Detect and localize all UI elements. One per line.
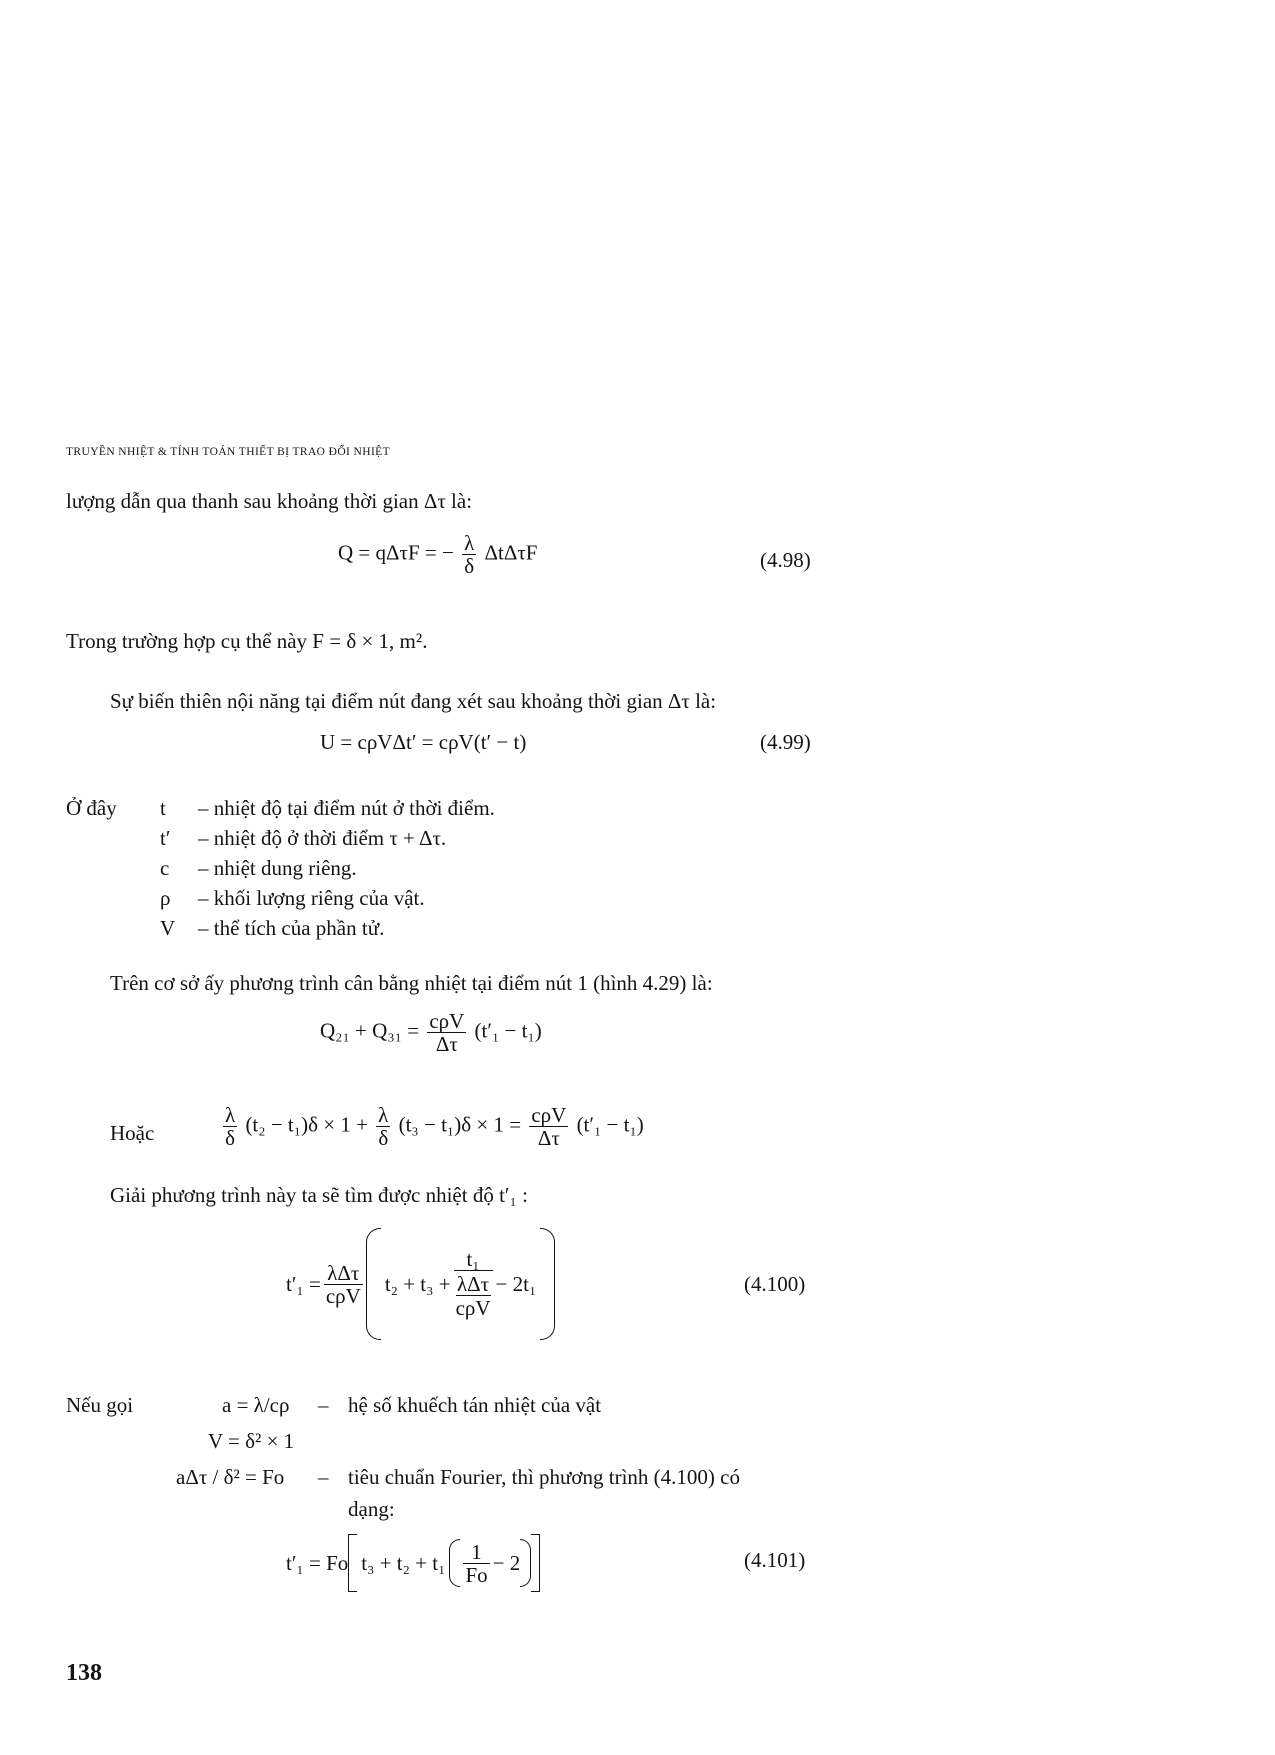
- right-paren: [520, 1539, 531, 1587]
- definition-description: tiêu chuẩn Fourier, thì phương trình (4.100) có: [348, 1465, 740, 1489]
- numerator: λ: [464, 531, 475, 555]
- definition-expression: V = δ² × 1: [208, 1429, 295, 1453]
- right-bracket: [531, 1534, 540, 1592]
- equation-4-101: [286, 1534, 540, 1592]
- eq-lhs: t′₁ = Fo: [286, 1550, 349, 1575]
- definition-symbol: V: [160, 916, 176, 940]
- equation-4-100: [286, 1228, 555, 1340]
- inner-denominator: cρV: [455, 1296, 491, 1320]
- equation-4-98: [338, 532, 537, 577]
- denominator: cρV: [325, 1283, 361, 1308]
- right-paren: [540, 1228, 555, 1340]
- fraction: [324, 1262, 363, 1307]
- eq-inner: t₂ + t₃ +: [384, 1271, 451, 1296]
- eq-lhs: t′₁ =: [286, 1271, 321, 1296]
- fraction: [427, 1010, 466, 1055]
- equation-hoac: [220, 1104, 644, 1149]
- equation-balance: [320, 1010, 542, 1055]
- numerator: λ: [225, 1103, 236, 1127]
- denominator: δ: [464, 554, 475, 578]
- eq-tail: − 2: [492, 1550, 521, 1575]
- eq-tail: − 2t₁: [495, 1271, 537, 1296]
- compound-fraction: [454, 1248, 493, 1320]
- denominator: Δτ: [435, 1032, 458, 1056]
- left-paren: [449, 1539, 460, 1587]
- paragraph-line: Trong trường hợp cụ thể này F = δ × 1, m².: [66, 629, 428, 653]
- numerator: t₁: [454, 1248, 493, 1271]
- dash: –: [318, 1393, 329, 1417]
- eq-term: (t₂ − t₁)δ × 1 +: [245, 1112, 368, 1137]
- denominator: Fo: [465, 1562, 488, 1587]
- denominator: δ: [378, 1126, 389, 1150]
- equation-number: (4.99): [760, 730, 811, 754]
- left-paren: [366, 1228, 381, 1340]
- definition-description: – khối lượng riêng của vật.: [198, 886, 425, 910]
- definition-symbol: t: [160, 796, 166, 820]
- equation-number: (4.100): [744, 1272, 806, 1296]
- numerator: λ: [378, 1103, 389, 1127]
- definition-expression: a = λ/cρ: [222, 1393, 290, 1417]
- definition-symbol: t′: [160, 826, 171, 850]
- definitions-label: Ở đây: [66, 796, 117, 820]
- numerator: cρV: [531, 1103, 567, 1127]
- fraction: [462, 532, 476, 577]
- paragraph-line: Sự biến thiên nội năng tại điểm nút đang xét sau khoảng thời gian Δτ là:: [110, 689, 717, 713]
- denominator-fraction: [454, 1271, 493, 1320]
- eq-lhs: Q₂₁ + Q₃₁ =: [320, 1018, 420, 1043]
- denominator: δ: [225, 1126, 236, 1150]
- definition-description: hệ số khuếch tán nhiệt của vật: [348, 1393, 602, 1417]
- numerator: cρV: [429, 1009, 465, 1033]
- paragraph-line: Trên cơ sở ấy phương trình cân bằng nhiệt tại điểm nút 1 (hình 4.29) là:: [110, 971, 713, 995]
- equation-number: (4.101): [744, 1548, 806, 1572]
- definition-description: dạng:: [348, 1497, 395, 1521]
- eq-lhs: Q = qΔτF = −: [338, 540, 454, 565]
- dash: –: [318, 1465, 329, 1489]
- eq-term: (t′₁ − t₁): [576, 1112, 644, 1137]
- eq-rhs: ΔtΔτF: [484, 540, 538, 565]
- fraction: [463, 1541, 489, 1586]
- denominator: Δτ: [537, 1126, 560, 1150]
- definition-symbol: c: [160, 856, 170, 880]
- hoac-label: Hoặc: [110, 1121, 155, 1145]
- page-number: 138: [66, 1660, 102, 1686]
- definition-description: – nhiệt độ tại điểm nút ở thời điểm.: [198, 796, 495, 820]
- definition-description: – nhiệt dung riêng.: [198, 856, 357, 880]
- equation-number: (4.98): [760, 548, 811, 572]
- numerator: λΔτ: [324, 1262, 363, 1285]
- numerator: 1: [463, 1541, 489, 1564]
- equation-4-99: U = cρVΔt′ = cρV(t′ − t): [320, 730, 527, 754]
- definition-symbol: ρ: [160, 886, 171, 910]
- definition-description: – nhiệt độ ở thời điểm τ + Δτ.: [198, 826, 447, 850]
- neugoi-label: Nếu gọi: [66, 1393, 134, 1417]
- eq-rhs: (t′₁ − t₁): [474, 1018, 542, 1043]
- paragraph-line: Giải phương trình này ta sẽ tìm được nhiệt độ t′₁ :: [110, 1183, 528, 1207]
- eq-term: (t₃ − t₁)δ × 1 =: [398, 1112, 522, 1137]
- eq-inner: t₃ + t₂ + t₁: [361, 1550, 446, 1575]
- fraction: [376, 1104, 390, 1149]
- running-header: TRUYỀN NHIỆT & TÍNH TOÁN THIẾT BỊ TRAO ĐỔI NHIỆT: [66, 446, 391, 458]
- definition-expression: aΔτ / δ² = Fo: [176, 1465, 285, 1489]
- paragraph-line: lượng dẫn qua thanh sau khoảng thời gian Δτ là:: [66, 489, 473, 513]
- left-bracket: [348, 1534, 357, 1592]
- fraction: [223, 1104, 237, 1149]
- inner-numerator: λΔτ: [456, 1272, 490, 1296]
- definition-description: – thể tích của phần tử.: [198, 916, 385, 940]
- fraction: [529, 1104, 568, 1149]
